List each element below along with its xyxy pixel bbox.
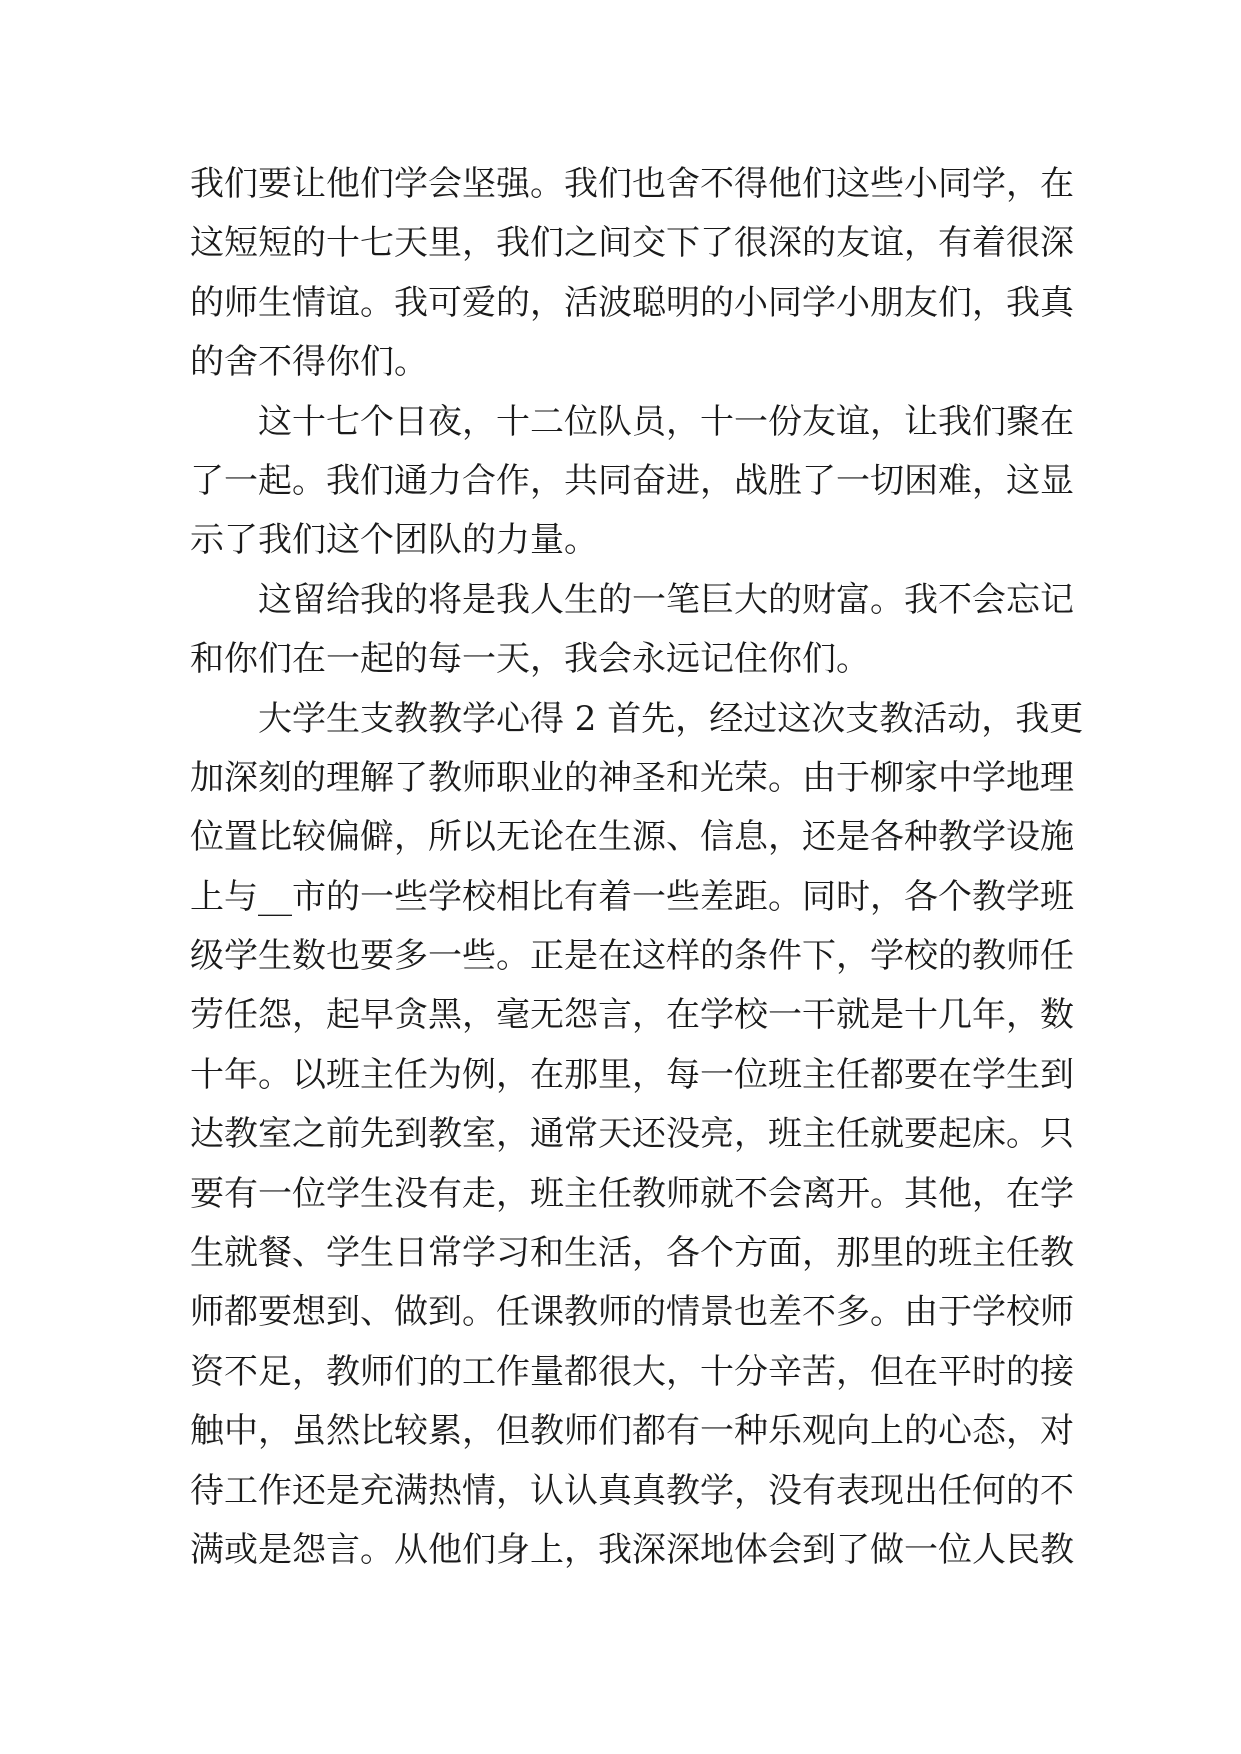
text-line: 示了我们这个团队的力量。 [190, 520, 598, 561]
text-line: 我们要让他们学会坚强。我们也舍不得他们这些小同学，在 [190, 164, 1074, 204]
text-line: 达教室之前先到教室，通常天还没亮，班主任就要起床。只 [190, 1114, 1074, 1155]
text-line: 师都要想到、做到。任课教师的情景也差不多。由于学校师 [190, 1292, 1074, 1333]
text-line: 和你们在一起的每一天，我会永远记住你们。 [190, 639, 870, 680]
text-line: 生就餐、学生日常学习和生活，各个方面，那里的班主任教 [190, 1233, 1074, 1274]
text-line: 劳任怨，起早贪黑，毫无怨言，在学校一干就是十几年，数 [190, 995, 1074, 1036]
text-line: 的师生情谊。我可爱的，活波聪明的小同学小朋友们，我真 [190, 282, 1074, 323]
text-line: 资不足，教师们的工作量都很大，十分辛苦，但在平时的接 [190, 1351, 1074, 1392]
text-line: 这十七个日夜，十二位队员，十一份友谊，让我们聚在 [258, 401, 1074, 442]
text-line: 大学生支教教学心得 2 首先，经过这次支教活动，我更 [258, 698, 1084, 739]
text-line: 了一起。我们通力合作，共同奋进，战胜了一切困难，这显 [190, 460, 1074, 501]
text-line: 十年。以班主任为例，在那里，每一位班主任都要在学生到 [190, 1054, 1074, 1095]
text-line: 这留给我的将是我人生的一笔巨大的财富。我不会忘记 [258, 579, 1074, 620]
text-line: 上与__市的一些学校相比有着一些差距。同时，各个教学班 [190, 876, 1074, 917]
text-line: 待工作还是充满热情，认认真真教学，没有表现出任何的不 [190, 1470, 1074, 1511]
document-body [190, 155, 1084, 1580]
text-line: 要有一位学生没有走，班主任教师就不会离开。其他，在学 [190, 1173, 1074, 1214]
text-line: 级学生数也要多一些。正是在这样的条件下，学校的教师任 [190, 936, 1074, 977]
paragraph-4 [190, 690, 1084, 1581]
text-line: 这短短的十七天里，我们之间交下了很深的友谊，有着很深 [190, 223, 1074, 264]
text-line: 位置比较偏僻，所以无论在生源、信息，还是各种教学设施 [190, 817, 1074, 858]
text-line: 触中，虽然比较累，但教师们都有一种乐观向上的心态，对 [190, 1411, 1074, 1452]
text-line: 加深刻的理解了教师职业的神圣和光荣。由于柳家中学地理 [190, 757, 1074, 798]
text-line: 满或是怨言。从他们身上，我深深地体会到了做一位人民教 [190, 1529, 1074, 1570]
paragraph-3 [190, 571, 1074, 690]
paragraph-1 [190, 155, 1074, 393]
text-line: 的舍不得你们。 [190, 342, 428, 383]
paragraph-2 [190, 393, 1074, 571]
